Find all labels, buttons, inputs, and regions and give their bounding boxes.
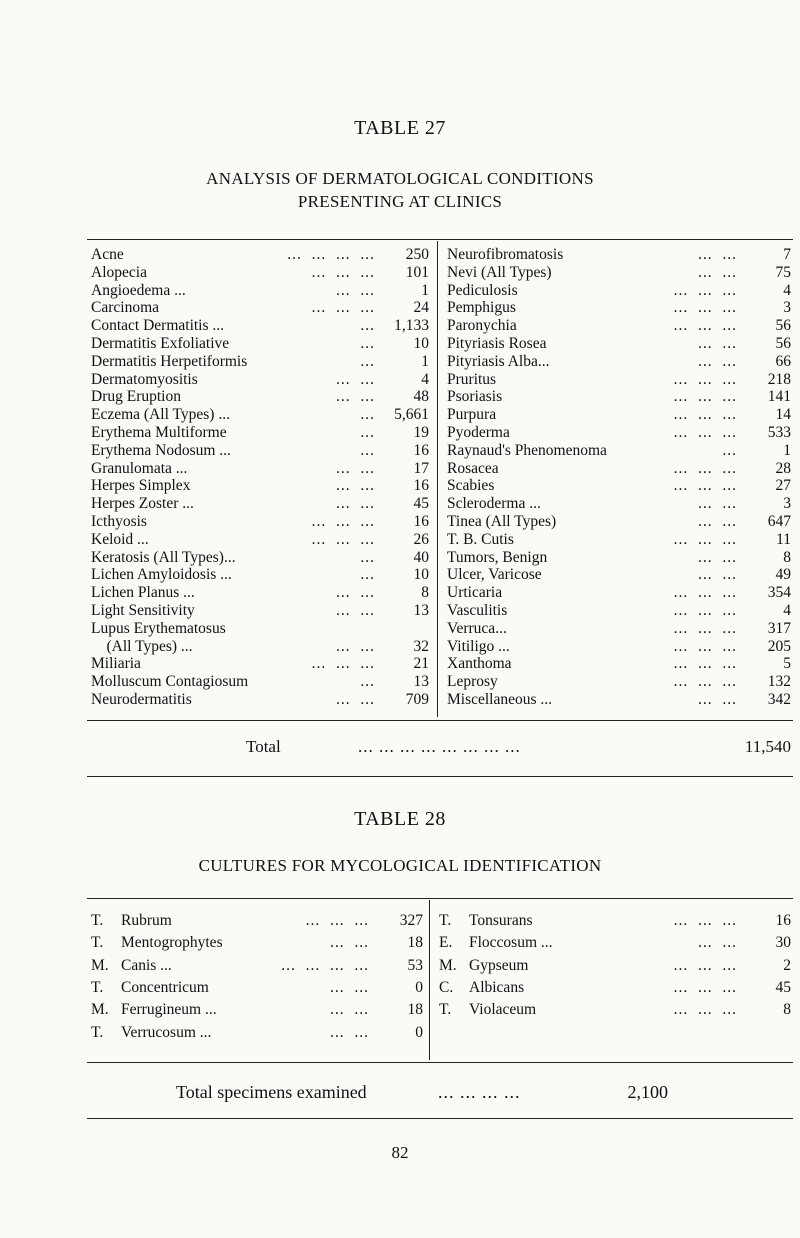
row-label: Icthyosis — [91, 513, 147, 530]
row-value: 3 — [783, 495, 791, 513]
table-row — [447, 441, 791, 460]
table27-total-row — [246, 737, 791, 756]
row-leader-dots: ... ... — [336, 602, 375, 619]
row-label: Angioedema ... — [91, 281, 186, 299]
table27-total-rule — [87, 776, 793, 777]
row-label: Pruritus — [447, 370, 497, 388]
table-row — [91, 494, 429, 513]
table-row — [447, 352, 791, 371]
row-leader-dots: ... ... — [336, 370, 375, 388]
row-label: Contact Dermatitis ... — [91, 317, 225, 335]
row-leader-dots: ... ... — [336, 495, 375, 513]
table-row — [91, 619, 429, 638]
row-leader-dots: ... ... ... — [311, 263, 375, 281]
table27-total-dots: ... ... ... ... ... ... ... ... — [358, 737, 521, 756]
row-value: 16 — [413, 441, 429, 459]
row-value: 1,133 — [394, 317, 429, 335]
row-value: 17 — [413, 459, 429, 477]
row-value: 4 — [421, 370, 429, 388]
table-row — [447, 512, 791, 531]
row-leader-dots: ... ... — [330, 1001, 369, 1019]
table-row — [439, 956, 791, 975]
table27-total-value: 11,540 — [744, 737, 791, 756]
row-value: 49 — [775, 566, 791, 584]
row-leader-dots: ... ... — [336, 637, 375, 655]
row-value: 1 — [421, 281, 429, 299]
table-row — [91, 565, 429, 584]
table-row — [91, 548, 429, 567]
row-leader-dots: ... ... ... — [311, 513, 375, 530]
table-row — [91, 263, 429, 282]
row-label: Herpes Simplex — [91, 477, 191, 495]
row-leader-dots: ... — [360, 441, 375, 459]
row-label: Miliaria — [91, 655, 141, 673]
table-row — [447, 494, 791, 513]
row-label: Lichen Amyloidosis ... — [91, 566, 232, 584]
row-value: 8 — [783, 1001, 791, 1019]
row-label: Neurodermatitis — [91, 691, 192, 708]
row-prefix: T. — [91, 978, 104, 996]
row-label: Scleroderma ... — [447, 495, 541, 513]
table-row — [91, 387, 429, 406]
row-value: 533 — [767, 424, 791, 441]
table28-total-rule — [87, 1118, 793, 1119]
row-prefix: E. — [439, 934, 453, 952]
table-row — [91, 245, 429, 264]
table-row — [447, 459, 791, 478]
row-value: 18 — [407, 1001, 423, 1019]
table27-column-divider — [437, 241, 438, 717]
table-row — [91, 637, 429, 656]
row-leader-dots: ... ... ... — [673, 637, 737, 655]
table-row — [447, 637, 791, 656]
row-leader-dots: ... ... — [330, 1023, 369, 1041]
row-value: 2 — [783, 956, 791, 974]
row-prefix: M. — [91, 956, 109, 974]
row-leader-dots: ... — [360, 335, 375, 352]
row-leader-dots: ... ... ... — [673, 978, 737, 996]
table-row — [91, 281, 429, 300]
row-label: (All Types) ... — [91, 637, 193, 655]
row-label: Rosacea — [447, 459, 499, 477]
row-prefix: M. — [439, 956, 457, 974]
row-leader-dots: ... ... ... — [673, 299, 737, 317]
row-value: 27 — [775, 477, 791, 495]
row-label: Paronychia — [447, 317, 517, 335]
row-value: 10 — [413, 566, 429, 584]
row-label: Nevi (All Types) — [447, 263, 552, 281]
row-label: Pemphigus — [447, 299, 516, 317]
table28-total-dots: ... ... ... ... — [438, 1082, 521, 1102]
table-row — [91, 459, 429, 478]
row-label: Light Sensitivity — [91, 602, 195, 619]
table-row — [91, 933, 423, 952]
row-prefix: C. — [439, 978, 454, 996]
table-row — [91, 370, 429, 389]
row-value: 26 — [413, 530, 429, 548]
table-row — [447, 690, 791, 709]
table-row — [447, 476, 791, 495]
row-leader-dots: ... ... — [698, 495, 737, 513]
table-row — [439, 1000, 791, 1019]
table-row — [91, 672, 429, 691]
row-prefix: T. — [439, 1001, 452, 1019]
table-row — [91, 530, 429, 549]
table-row — [439, 933, 791, 952]
row-leader-dots: ... ... ... — [673, 459, 737, 477]
row-value: 327 — [399, 912, 423, 929]
row-prefix: M. — [91, 1001, 109, 1019]
row-value: 205 — [767, 637, 791, 655]
table-row — [447, 245, 791, 264]
row-label: Drug Eruption — [91, 388, 181, 406]
row-label: Verrucosum ... — [121, 1023, 212, 1041]
row-leader-dots: ... ... ... — [311, 655, 375, 673]
row-leader-dots: ... ... ... — [673, 530, 737, 548]
row-label: T. B. Cutis — [447, 530, 514, 548]
row-value: 3 — [783, 299, 791, 317]
row-leader-dots: ... ... — [336, 477, 375, 495]
row-leader-dots: ... — [360, 548, 375, 566]
page-number: 82 — [391, 1143, 409, 1162]
table-row — [447, 281, 791, 300]
row-leader-dots: ... ... — [336, 584, 375, 602]
row-label: Carcinoma — [91, 299, 160, 317]
row-leader-dots: ... ... — [698, 691, 737, 708]
table28-total-label: Total specimens examined — [176, 1082, 367, 1102]
row-label: Ferrugineum ... — [121, 1001, 217, 1019]
row-value: 45 — [413, 495, 429, 513]
row-label: Pediculosis — [447, 281, 518, 299]
row-value: 4 — [783, 602, 791, 619]
row-leader-dots: ... ... ... — [311, 299, 375, 317]
table-row — [91, 334, 429, 353]
row-value: 10 — [413, 335, 429, 352]
row-leader-dots: ... ... — [698, 263, 737, 281]
table-row — [439, 978, 791, 997]
row-value: 354 — [767, 584, 791, 602]
row-leader-dots: ... — [360, 317, 375, 335]
row-leader-dots: ... ... ... — [673, 424, 737, 441]
row-label: Erythema Multiforme — [91, 424, 227, 441]
row-leader-dots: ... — [360, 566, 375, 584]
row-label: Pityriasis Alba... — [447, 352, 550, 370]
row-value: 218 — [767, 370, 791, 388]
row-leader-dots: ... ... — [336, 388, 375, 406]
table-row — [91, 441, 429, 460]
table-row — [91, 298, 429, 317]
row-value: 342 — [767, 691, 791, 708]
table-row — [447, 565, 791, 584]
row-leader-dots: ... ... — [698, 352, 737, 370]
table-row — [447, 405, 791, 424]
table-row — [91, 405, 429, 424]
table-row — [91, 512, 429, 531]
row-label: Scabies — [447, 477, 495, 495]
row-leader-dots: ... ... — [330, 978, 369, 996]
table-row — [91, 423, 429, 442]
row-value: 1 — [783, 441, 791, 459]
row-value: 13 — [413, 602, 429, 619]
row-label: Violaceum — [469, 1001, 537, 1019]
table-row — [91, 654, 429, 673]
table-row — [447, 298, 791, 317]
row-value: 21 — [413, 655, 429, 673]
table27-subtitle-line2: PRESENTING AT CLINICS — [297, 192, 503, 211]
table-row — [447, 316, 791, 335]
row-label: Dermatitis Exfoliative — [91, 335, 230, 352]
row-leader-dots: ... ... ... — [673, 281, 737, 299]
row-label: Vitiligo ... — [447, 637, 510, 655]
row-label: Xanthoma — [447, 655, 512, 673]
row-label: Molluscum Contagiosum — [91, 673, 249, 691]
table-row — [447, 370, 791, 389]
row-value: 101 — [405, 263, 429, 281]
table-row — [91, 1023, 423, 1042]
table-row — [447, 263, 791, 282]
row-value: 5,661 — [394, 406, 429, 424]
row-leader-dots: ... ... — [698, 335, 737, 352]
row-leader-dots: ... — [722, 441, 737, 459]
table-row — [91, 601, 429, 620]
row-label: Acne — [91, 246, 124, 263]
row-label: Canis ... — [121, 956, 172, 974]
row-label: Keratosis (All Types)... — [91, 548, 236, 566]
table-row — [91, 956, 423, 975]
row-label: Rubrum — [121, 912, 172, 929]
row-label: Ulcer, Varicose — [447, 566, 542, 584]
row-value: 7 — [783, 246, 791, 263]
row-value: 19 — [413, 424, 429, 441]
row-label: Gypseum — [469, 956, 529, 974]
row-label: Lupus Erythematosus — [91, 619, 226, 637]
row-label: Miscellaneous ... — [447, 691, 553, 708]
table28-top-rule — [87, 898, 793, 899]
row-value: 75 — [775, 263, 791, 281]
row-leader-dots: ... ... — [698, 566, 737, 584]
table-row — [447, 583, 791, 602]
table27-title: TABLE 27 — [354, 117, 446, 139]
row-leader-dots: ... ... ... — [673, 584, 737, 602]
table28-column-divider — [429, 900, 430, 1060]
row-value: 48 — [413, 388, 429, 406]
row-label: Albicans — [469, 978, 525, 996]
row-leader-dots: ... ... ... — [673, 912, 737, 929]
table28-total-value: 2,100 — [627, 1082, 668, 1102]
row-leader-dots: ... ... — [336, 691, 375, 708]
row-value: 56 — [775, 335, 791, 352]
table28-subtitle: CULTURES FOR MYCOLOGICAL IDENTIFICATION — [198, 856, 602, 875]
row-label: Alopecia — [91, 263, 147, 281]
row-value: 8 — [783, 548, 791, 566]
row-label: Granulomata ... — [91, 459, 188, 477]
table27-subtitle-line1: ANALYSIS OF DERMATOLOGICAL CONDITIONS — [206, 169, 594, 188]
row-value: 13 — [413, 673, 429, 691]
row-label: Vasculitis — [447, 602, 508, 619]
row-value: 16 — [775, 912, 791, 929]
row-value: 132 — [767, 673, 791, 691]
table-row — [91, 316, 429, 335]
row-leader-dots: ... ... ... — [673, 619, 737, 637]
row-prefix: T. — [439, 912, 452, 929]
row-label: Psoriasis — [447, 388, 503, 406]
row-leader-dots: ... ... — [336, 459, 375, 477]
table-row — [91, 476, 429, 495]
row-value: 1 — [421, 352, 429, 370]
table-row — [91, 352, 429, 371]
row-leader-dots: ... ... — [698, 934, 737, 952]
row-label: Raynaud's Phenomenoma — [447, 441, 607, 459]
row-value: 14 — [775, 406, 791, 424]
row-label: Neurofibromatosis — [447, 246, 564, 263]
table-row — [447, 530, 791, 549]
row-leader-dots: ... ... — [698, 548, 737, 566]
row-value: 250 — [405, 246, 429, 263]
row-prefix: T. — [91, 934, 104, 952]
row-leader-dots: ... — [360, 406, 375, 424]
row-leader-dots: ... ... ... — [673, 602, 737, 619]
row-value: 53 — [407, 956, 423, 974]
row-value: 8 — [421, 584, 429, 602]
row-label: Urticaria — [447, 584, 503, 602]
row-label: Leprosy — [447, 673, 498, 691]
row-prefix: T. — [91, 1023, 104, 1041]
row-leader-dots: ... ... — [698, 246, 737, 263]
table-row — [91, 583, 429, 602]
row-label: Floccosum ... — [469, 934, 553, 952]
row-label: Tonsurans — [469, 912, 533, 929]
row-leader-dots: ... ... ... — [673, 655, 737, 673]
row-value: 66 — [775, 352, 791, 370]
row-value: 0 — [415, 978, 423, 996]
row-leader-dots: ... ... ... — [305, 912, 369, 929]
table-row — [447, 672, 791, 691]
row-leader-dots: ... — [360, 673, 375, 691]
row-value: 18 — [407, 934, 423, 952]
table27-total-label: Total — [246, 737, 281, 756]
row-leader-dots: ... ... ... ... — [287, 246, 375, 263]
row-label: Dermatitis Herpetiformis — [91, 352, 248, 370]
row-leader-dots: ... — [360, 352, 375, 370]
table27-bottom-rule — [87, 720, 793, 721]
row-value: 16 — [413, 477, 429, 495]
row-label: Tinea (All Types) — [447, 513, 557, 530]
table-row — [91, 690, 429, 709]
table-row — [447, 334, 791, 353]
row-value: 11 — [776, 530, 791, 548]
row-label: Herpes Zoster ... — [91, 495, 194, 513]
row-value: 141 — [767, 388, 791, 406]
row-leader-dots: ... ... — [336, 281, 375, 299]
row-leader-dots: ... — [360, 424, 375, 441]
row-label: Lichen Planus ... — [91, 584, 195, 602]
row-value: 56 — [775, 317, 791, 335]
row-leader-dots: ... ... — [330, 934, 369, 952]
row-label: Dermatomyositis — [91, 370, 198, 388]
table27-top-rule — [87, 239, 793, 240]
row-leader-dots: ... ... ... — [673, 673, 737, 691]
table28-bottom-rule — [87, 1062, 793, 1063]
row-value: 28 — [775, 459, 791, 477]
table-row — [447, 654, 791, 673]
row-leader-dots: ... ... ... — [673, 477, 737, 495]
row-label: Mentogrophytes — [121, 934, 223, 952]
row-value: 16 — [413, 513, 429, 530]
table-row — [91, 978, 423, 997]
row-label: Erythema Nodosum ... — [91, 441, 231, 459]
row-value: 5 — [783, 655, 791, 673]
row-value: 30 — [775, 934, 791, 952]
row-leader-dots: ... ... ... ... — [281, 956, 369, 974]
row-label: Concentricum — [121, 978, 209, 996]
row-leader-dots: ... ... ... — [673, 406, 737, 424]
row-value: 4 — [783, 281, 791, 299]
table-row — [447, 619, 791, 638]
row-leader-dots: ... ... ... — [673, 956, 737, 974]
row-value: 317 — [767, 619, 791, 637]
row-value: 709 — [405, 691, 429, 708]
row-value: 40 — [413, 548, 429, 566]
row-value: 0 — [415, 1023, 423, 1041]
row-leader-dots: ... ... — [698, 513, 737, 530]
table-row — [447, 423, 791, 442]
table28-total-row — [176, 1081, 668, 1103]
row-label: Purpura — [447, 406, 497, 424]
table-row — [447, 387, 791, 406]
row-leader-dots: ... ... ... — [311, 530, 375, 548]
table28-title: TABLE 28 — [354, 808, 446, 830]
row-value: 45 — [775, 978, 791, 996]
table-row — [91, 1000, 423, 1019]
row-label: Eczema (All Types) ... — [91, 406, 230, 424]
row-label: Tumors, Benign — [447, 548, 548, 566]
row-value: 24 — [413, 299, 429, 317]
table-row — [91, 911, 423, 930]
row-label: Pityriasis Rosea — [447, 335, 547, 352]
row-prefix: T. — [91, 912, 104, 929]
row-leader-dots: ... ... ... — [673, 388, 737, 406]
row-value: 647 — [767, 513, 791, 530]
row-label: Keloid ... — [91, 530, 149, 548]
table-row — [447, 601, 791, 620]
table-row — [447, 548, 791, 567]
row-leader-dots: ... ... ... — [673, 1001, 737, 1019]
row-value: 32 — [413, 637, 429, 655]
row-label: Pyoderma — [447, 424, 510, 441]
table-row — [439, 911, 791, 930]
row-leader-dots: ... ... ... — [673, 317, 737, 335]
row-leader-dots: ... ... ... — [673, 370, 737, 388]
row-label: Verruca... — [447, 619, 507, 637]
